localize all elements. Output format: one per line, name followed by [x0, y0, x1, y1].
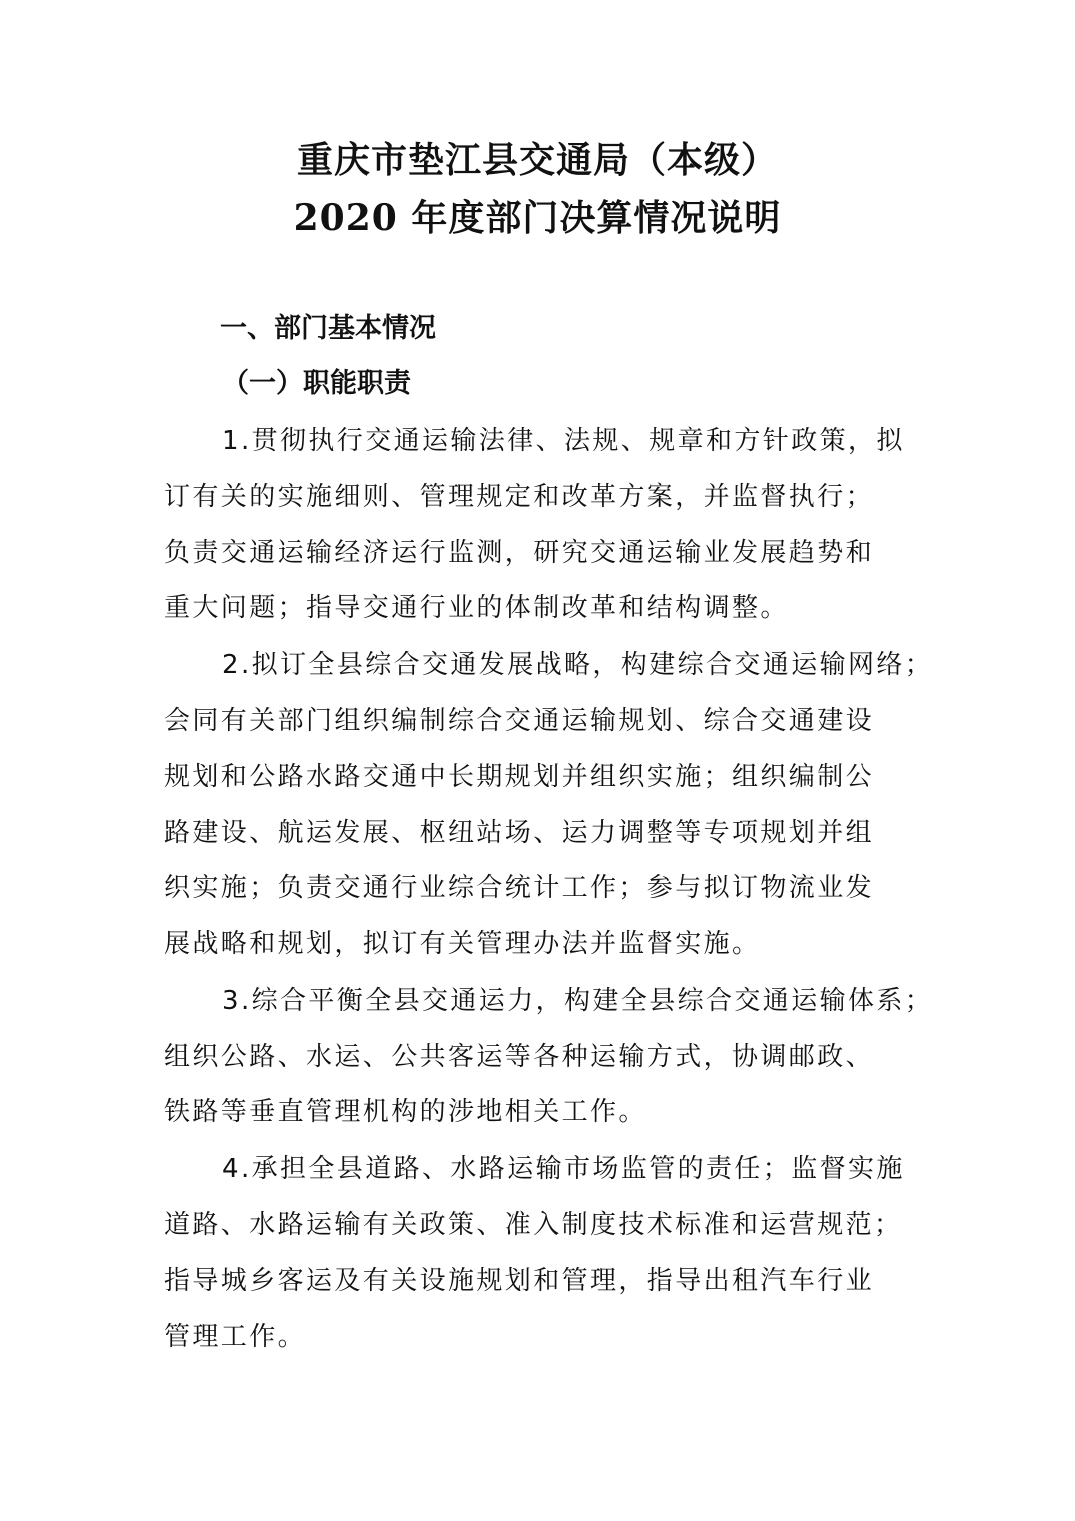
paragraph-line: 路建设、航运发展、枢纽站场、运力调整等专项规划并组: [164, 818, 875, 848]
paragraph-line: 管理工作。: [164, 1322, 307, 1352]
paragraph-line: 3.综合平衡全县交通运力，构建全县综合交通运输体系；: [222, 986, 934, 1016]
paragraph-line: 4.承担全县道路、水路运输市场监管的责任；监督实施: [222, 1154, 905, 1184]
paragraph-line: 订有关的实施细则、管理规定和改革方案，并监督执行；: [164, 482, 875, 512]
paragraph-line: 1.贯彻执行交通运输法律、法规、规章和方针政策，拟: [222, 426, 905, 456]
paragraph-line: 道路、水路运输有关政策、准入制度技术标准和运营规范；: [164, 1210, 903, 1240]
paragraph-line: 组织公路、水运、公共客运等各种运输方式，协调邮政、: [164, 1042, 875, 1072]
document-title-line1: 重庆市垫江县交通局（本级）: [296, 139, 778, 181]
document-title-line2: 2020 年度部门决算情况说明: [293, 197, 782, 239]
paragraph-line: 会同有关部门组织编制综合交通运输规划、综合交通建设: [164, 706, 875, 736]
paragraph-line: 指导城乡客运及有关设施规划和管理，指导出租汽车行业: [164, 1266, 875, 1296]
paragraph-line: 负责交通运输经济运行监测，研究交通运输业发展趋势和: [164, 538, 875, 568]
paragraph-line: 规划和公路水路交通中长期规划并组织实施；组织编制公: [164, 762, 875, 792]
section-heading: 一、部门基本情况: [220, 313, 436, 344]
subsection-heading: （一）职能职责: [222, 368, 411, 399]
paragraph-line: 重大问题；指导交通行业的体制改革和结构调整。: [164, 593, 789, 623]
paragraph-line: 2.拟订全县综合交通发展战略，构建综合交通运输网络；: [222, 650, 934, 680]
paragraph-line: 铁路等垂直管理机构的涉地相关工作。: [164, 1097, 647, 1127]
paragraph-line: 展战略和规划，拟订有关管理办法并监督实施。: [164, 929, 761, 959]
paragraph-line: 织实施；负责交通行业综合统计工作；参与拟订物流业发: [164, 873, 875, 903]
